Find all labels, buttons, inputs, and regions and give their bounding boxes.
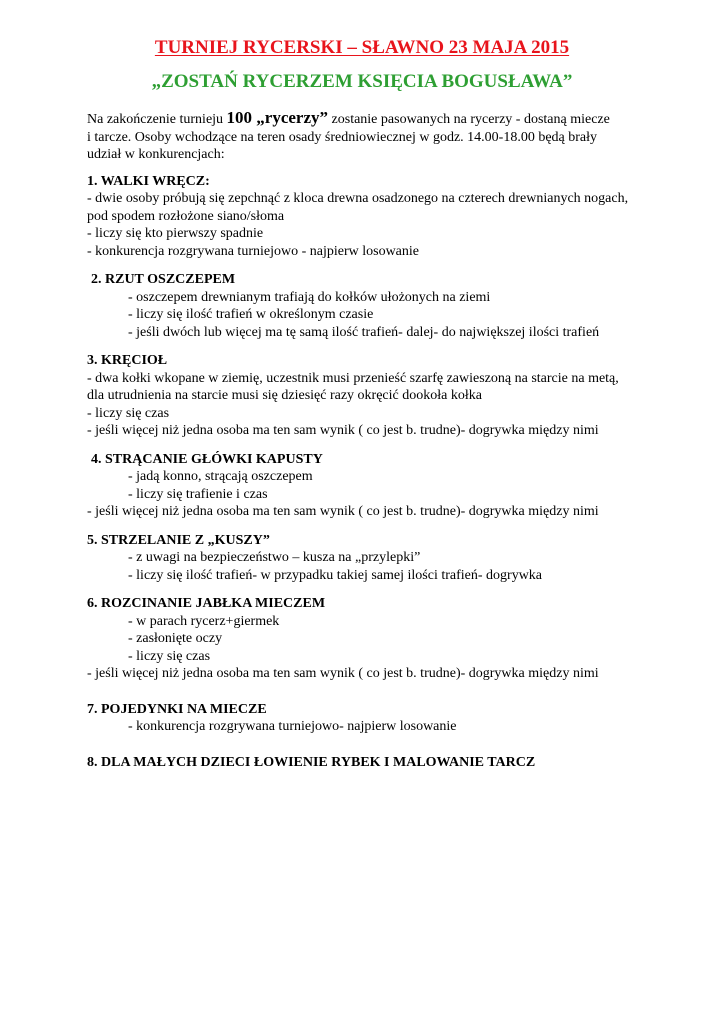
section-walki-wrecz (87, 173, 647, 261)
document-title: TURNIEJ RYCERSKI – SŁAWNO 23 MAJA 2015 (154, 37, 570, 58)
intro-line-2: i tarcze. Osoby wchodzące na teren osady średniowiecznej w godz. 14.00-18.00 będą brały (87, 129, 598, 145)
section-heading: 1. WALKI WRĘCZ: (87, 173, 210, 189)
section-heading: 3. KRĘCIOŁ (87, 353, 168, 368)
intro-paragraph (87, 109, 647, 164)
section-line: dla utrudnienia na starcie musi się dziesięć razy okręcić dookoła kołka (87, 388, 482, 403)
section-line: - dwie osoby próbują się zepchnąć z kloca drewna osadzonego na czterech drewnianych nogach, (87, 191, 629, 206)
section-line: - liczy się kto pierwszy spadnie (87, 226, 264, 241)
section-line: - liczy się czas (87, 405, 170, 421)
section-heading: 5. STRZELANIE Z „KUSZY” (87, 532, 270, 548)
section-line: - konkurencja rozgrywana turniejowo - najpierw losowanie (87, 243, 419, 259)
section-line: - konkurencja rozgrywana turniejowo- najpierw losowanie (128, 719, 457, 734)
section-heading: 4. STRĄCANIE GŁÓWKI KAPUSTY (91, 451, 323, 467)
section-line: - liczy się ilość trafień w określonym czasie (128, 307, 374, 322)
section-line: - jeśli więcej niż jedna osoba ma ten sam wynik ( co jest b. trudne)- dogrywka między nimi (87, 666, 599, 681)
section-line: - oszczepem drewnianym trafiają do kołków ułożonych na ziemi (128, 289, 491, 305)
intro-line-1 (87, 109, 647, 129)
section-line: - liczy się ilość trafień- w przypadku takiej samej ilości trafień- dogrywka (128, 567, 543, 583)
section-line: - dwa kołki wkopane w ziemię, uczestnik musi przenieść szarfę zawieszoną na starcie na metą, (87, 370, 619, 386)
intro-highlight: 100 „rycerzy” (226, 108, 329, 127)
section-line: - liczy się trafienie i czas (128, 486, 268, 502)
section-line: - jeśli więcej niż jedna osoba ma ten sam wynik ( co jest b. trudne)- dogrywka między nimi (87, 504, 599, 519)
section-strzelanie-z-kuszy (87, 532, 647, 585)
section-line: - liczy się czas (128, 648, 211, 664)
document-body (87, 109, 647, 782)
section-krecio (87, 352, 647, 440)
section-line: - jeśli więcej niż jedna osoba ma ten sam wynik ( co jest b. trudne)- dogrywka między nimi (87, 423, 599, 438)
intro-line-3: udział w konkurencjach: (87, 147, 225, 162)
intro-after: zostanie pasowanych na rycerzy - dostaną miecze (328, 112, 610, 127)
section-rzut-oszczepem (87, 271, 647, 341)
section-line: - w parach rycerz+giermek (128, 613, 280, 629)
section-line: - zasłonięte oczy (128, 631, 223, 646)
section-rozcinanie-jablka (87, 595, 647, 683)
intro-before: Na zakończenie turnieju (87, 112, 227, 127)
section-heading: 8. DLA MAŁYCH DZIECI ŁOWIENIE RYBEK I MALOWANIE TARCZ (87, 754, 536, 770)
section-line: - jadą konno, strącają oszczepem (128, 469, 313, 484)
section-pojedynki-na-miecze (87, 701, 647, 736)
document-subtitle: „ZOSTAŃ RYCERZEM KSIĘCIA BOGUSŁAWA” (151, 71, 573, 92)
section-dla-malych-dzieci (87, 754, 647, 772)
section-heading: 7. POJEDYNKI NA MIECZE (87, 701, 267, 717)
section-stracanie-glowki-kapusty (87, 451, 647, 521)
section-line: pod spodem rozłożone siano/słoma (87, 208, 285, 224)
section-line: - z uwagi na bezpieczeństwo – kusza na „przylepki” (128, 550, 421, 565)
section-heading: 2. RZUT OSZCZEPEM (91, 272, 236, 287)
section-heading: 6. ROZCINANIE JABŁKA MIECZEM (87, 596, 326, 611)
section-line: - jeśli dwóch lub więcej ma tę samą ilość trafień- dalej- do największej ilości trafień (128, 324, 600, 340)
